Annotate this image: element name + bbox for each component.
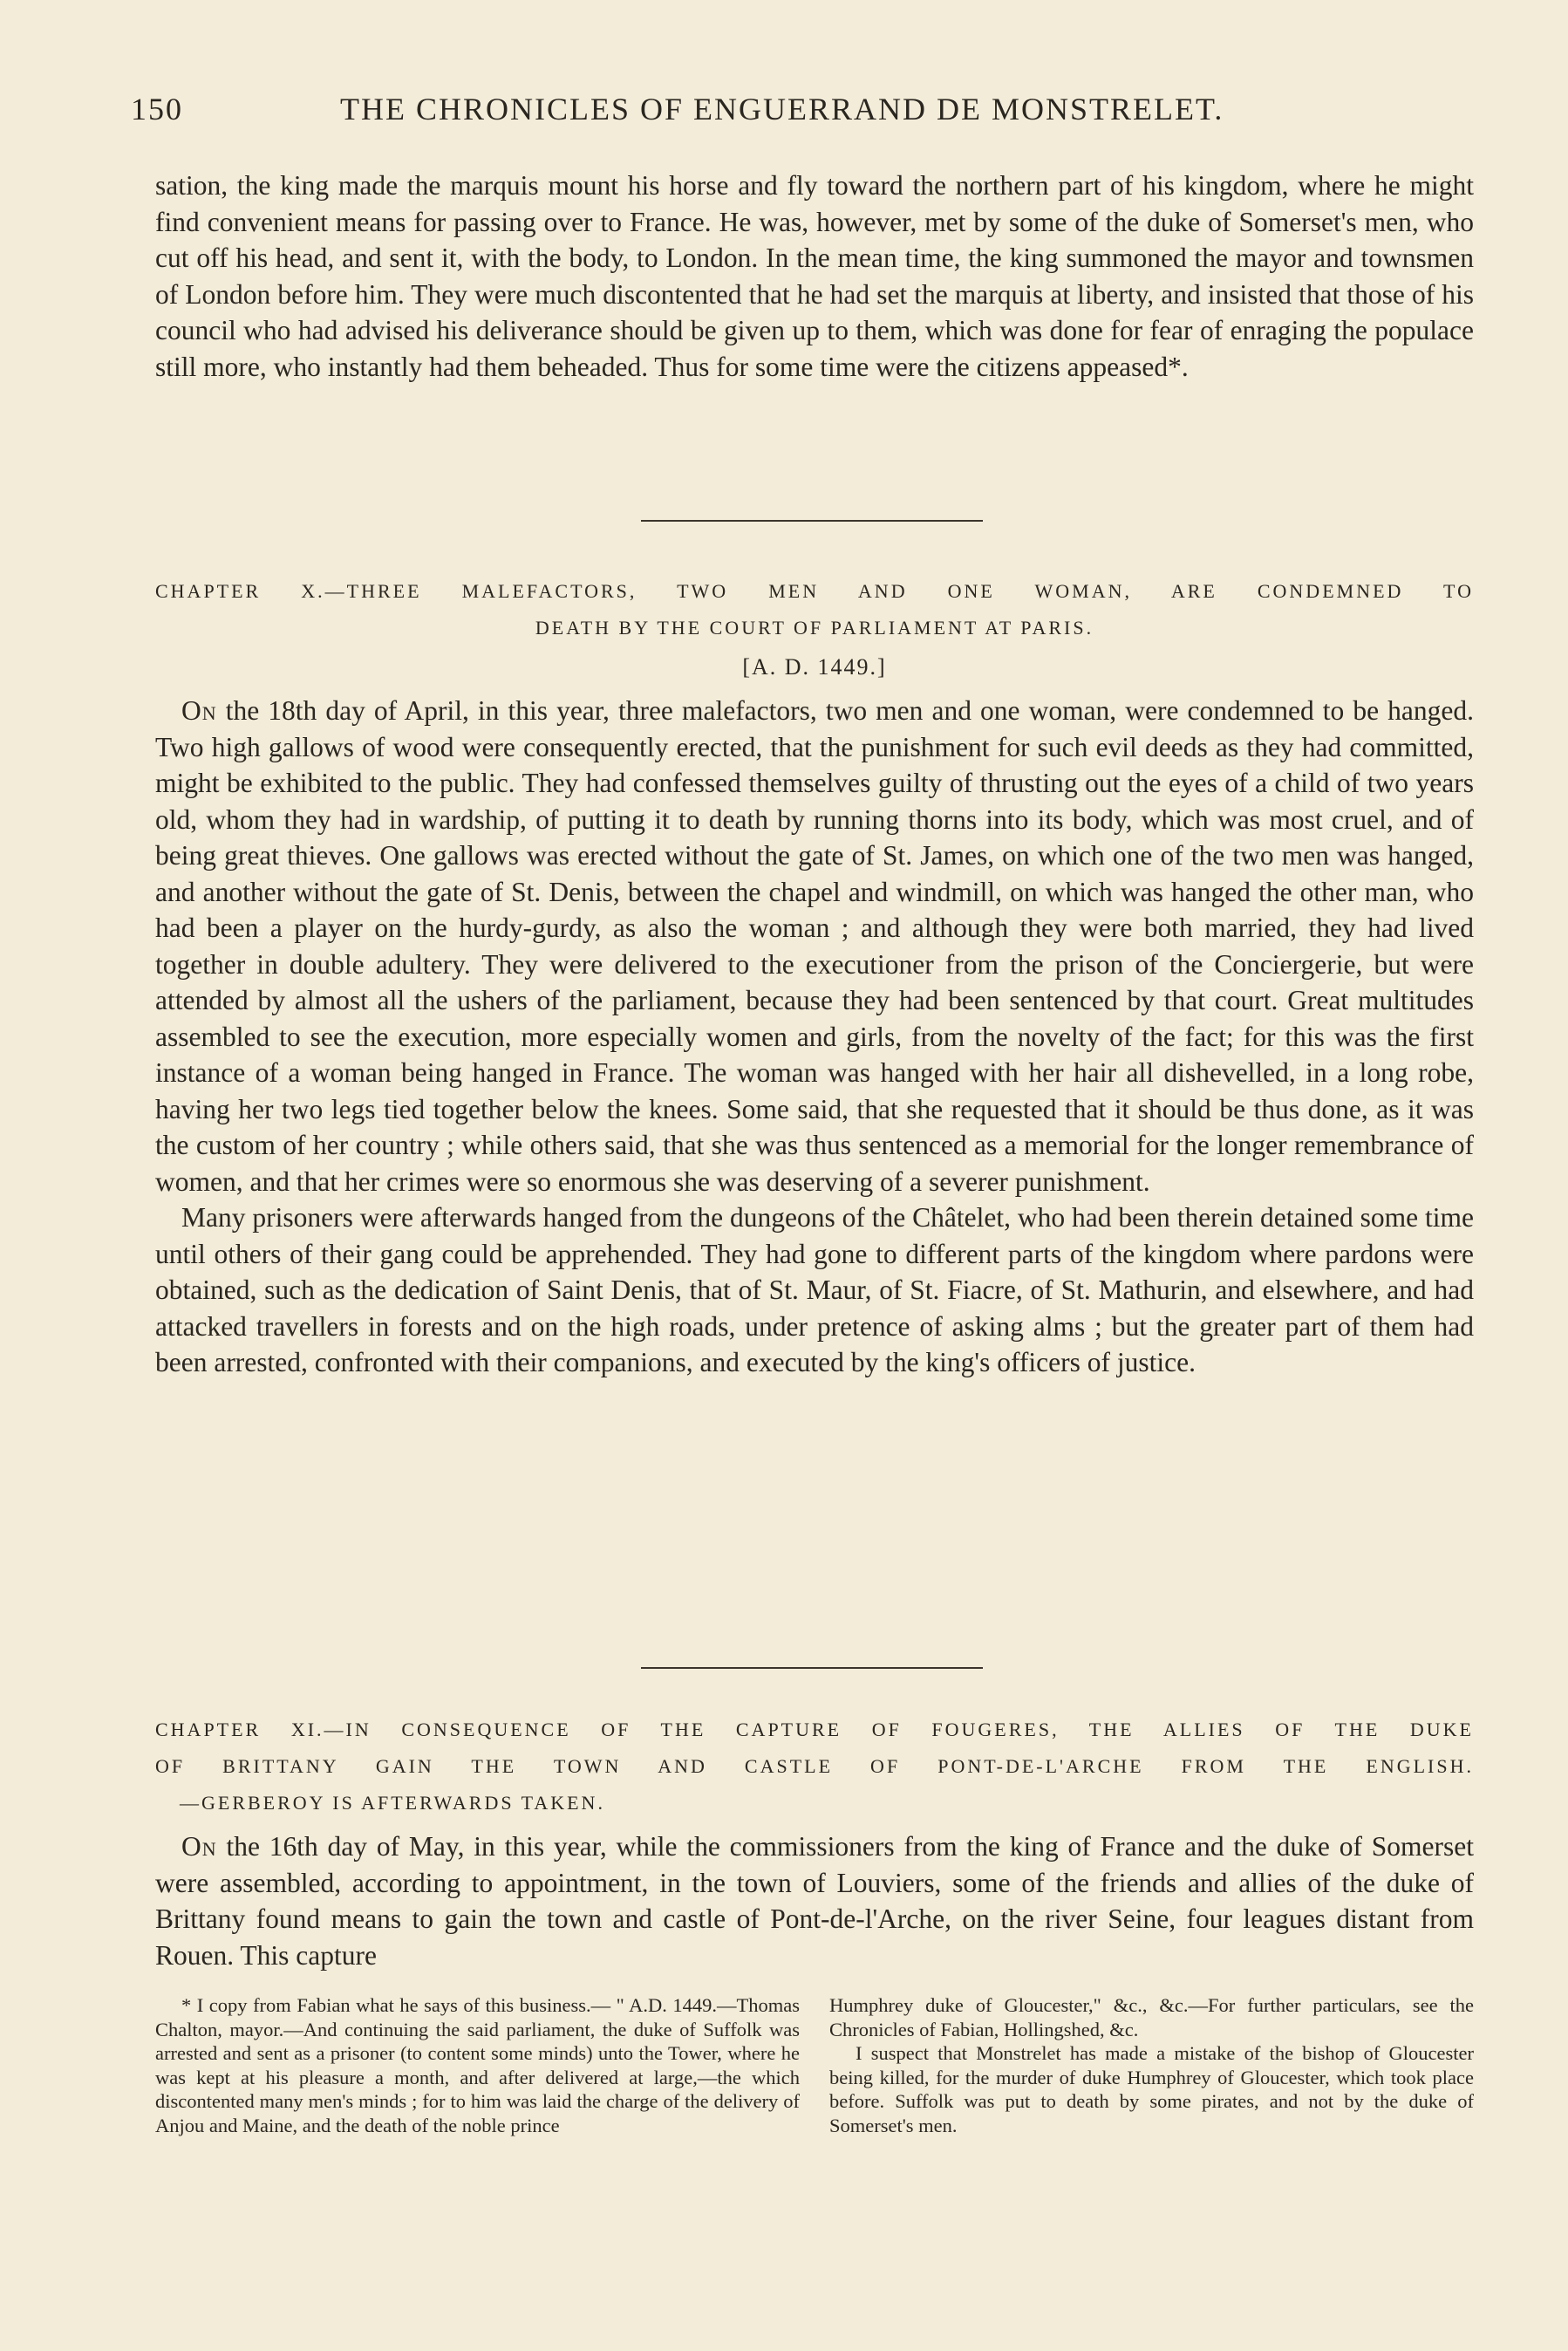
page-number: 150 — [131, 92, 183, 126]
running-head — [131, 91, 1463, 133]
chapter-10-drop-word: On — [181, 695, 217, 726]
section-divider-1 — [641, 520, 983, 522]
chapter-11-drop-word: On — [181, 1831, 217, 1862]
chapter-11-heading — [155, 1712, 1474, 1821]
chapter-10-paragraph-1 — [155, 693, 1474, 1199]
chapter-11-heading-line-1: CHAPTER XI.—IN CONSEQUENCE OF THE CAPTURE OF FOUGERES, THE ALLIES OF THE DUKE — [155, 1719, 1474, 1740]
chapter-10-paragraph-1-text: the 18th day of April, in this year, three malefactors, two men and one woman, were condemned to be hanged. Two high gallows of wood were consequently erected, that the punishment for such evil deeds as they had committed, might be exhibited to the public. They had confessed themselves guilty of thrusting out the eyes of a child of two years old, whom they had in wardship, of putting it to death by running thorns into its body, which was most cruel, and of being great thieves. One gallows was erected without the gate of St. James, on which one of the two men was hanged, and another without the gate of St. Denis, between the chapel and windmill, on which was hanged the other man, who had been a player on the hurdy-gurdy, as also the woman ; and although they were both married, they had lived together in double adultery. They were delivered to the executioner from the prison of the Conciergerie, but were attended by almost all the ushers of the parliament, because they had been sentenced by that court. Great multitudes assembled to see the execution, more especially women and girls, from the novelty of the fact; for this was the first instance of a woman being hanged in France. The woman was hanged with her hair all dishevelled, in a long robe, having her two legs tied together below the knees. Some said, that she requested that it should be thus done, as it was the custom of her country ; while others said, that she was thus sentenced as a memorial for the longer remembrance of women, and that her crimes were so enormous she was deserving of a severer punishment. — [155, 695, 1474, 1197]
footnote-left-text: * I copy from Fabian what he says of this business.— " A.D. 1449.—Thomas Chalton, mayor.—And continuing the said parliament, the duke of Suffolk was arrested and sent as a prisoner (to content some minds) unto the Tower, where he was kept at his pleasure a month, and after delivered at large,—the which discontented many men's minds ; for to him was laid the charge of the delivery of Anjou and Maine, and the death of the noble prince — [155, 1994, 800, 2136]
footnote-right-text-1: Humphrey duke of Gloucester," &c., &c.—For further particulars, see the Chronicles of Fabian, Hollingshed, &c. — [829, 1994, 1474, 2040]
footnote-column-left — [155, 1993, 800, 2137]
chapter-11-heading-line-2: OF BRITTANY GAIN THE TOWN AND CASTLE OF PONT-DE-L'ARCHE FROM THE ENGLISH. — [155, 1755, 1474, 1777]
chapter-10-year: [A. D. 1449.] — [742, 654, 887, 680]
chapter-11-paragraph-1-text: the 16th day of May, in this year, while the commissioners from the king of France and the duke of Somerset were assembled, according to appointment, in the town of Louviers, some of the friends and allies of the duke of Brittany found means to gain the town and castle of Pont-de-l'Arche, on the river Seine, four leagues distant from Rouen. This capture — [155, 1831, 1474, 1971]
running-title: THE CHRONICLES OF ENGUERRAND DE MONSTRELET. — [340, 92, 1224, 126]
opening-section — [155, 167, 1474, 385]
section-divider-2 — [641, 1667, 983, 1669]
chapter-11-paragraph-1 — [155, 1828, 1474, 1973]
chapter-10-paragraph-2: Many prisoners were afterwards hanged from the dungeons of the Châtelet, who had been therein detained some time until others of their gang could be apprehended. They had gone to different parts of the kingdom where pardons were obtained, such as the dedication of Saint Denis, that of St. Maur, of St. Fiacre, of St. Mathurin, and elsewhere, and had attacked travellers in forests and on the high roads, under pretence of asking alms ; but the greater part of them had been arrested, confronted with their companions, and executed by the king's officers of justice. — [155, 1202, 1474, 1377]
chapter-10-body — [155, 693, 1474, 1381]
chapter-10-heading — [155, 573, 1474, 646]
footnote-right-text-2: I suspect that Monstrelet has made a mistake of the bishop of Gloucester being killed, for the murder of duke Humphrey of Gloucester, which took place before. Suffolk was put to death by some pirates, and not by the duke of Somerset's men. — [829, 2042, 1474, 2136]
footnotes — [155, 1993, 1474, 2137]
opening-paragraph: sation, the king made the marquis mount his horse and fly toward the northern part of his kingdom, where he might find convenient means for passing over to France. He was, however, met by some of the duke of Somerset's men, who cut off his head, and sent it, with the body, to London. In the mean time, the king summoned the mayor and townsmen of London before him. They were much discontented that he had set the marquis at liberty, and insisted that those of his council who had advised his deliverance should be given up to them, which was done for fear of enraging the populace still more, who instantly had them beheaded. Thus for some time were the citizens appeased*. — [155, 170, 1474, 382]
chapter-11-heading-line-3: —GERBEROY IS AFTERWARDS TAKEN. — [180, 1792, 605, 1814]
chapter-11-body — [155, 1828, 1474, 1973]
footnote-column-right — [829, 1993, 1474, 2137]
chapter-10-heading-line-2: DEATH BY THE COURT OF PARLIAMENT AT PARIS. — [535, 617, 1094, 639]
chapter-10-heading-line-1: CHAPTER X.—THREE MALEFACTORS, TWO MEN AND ONE WOMAN, ARE CONDEMNED TO — [155, 580, 1474, 602]
